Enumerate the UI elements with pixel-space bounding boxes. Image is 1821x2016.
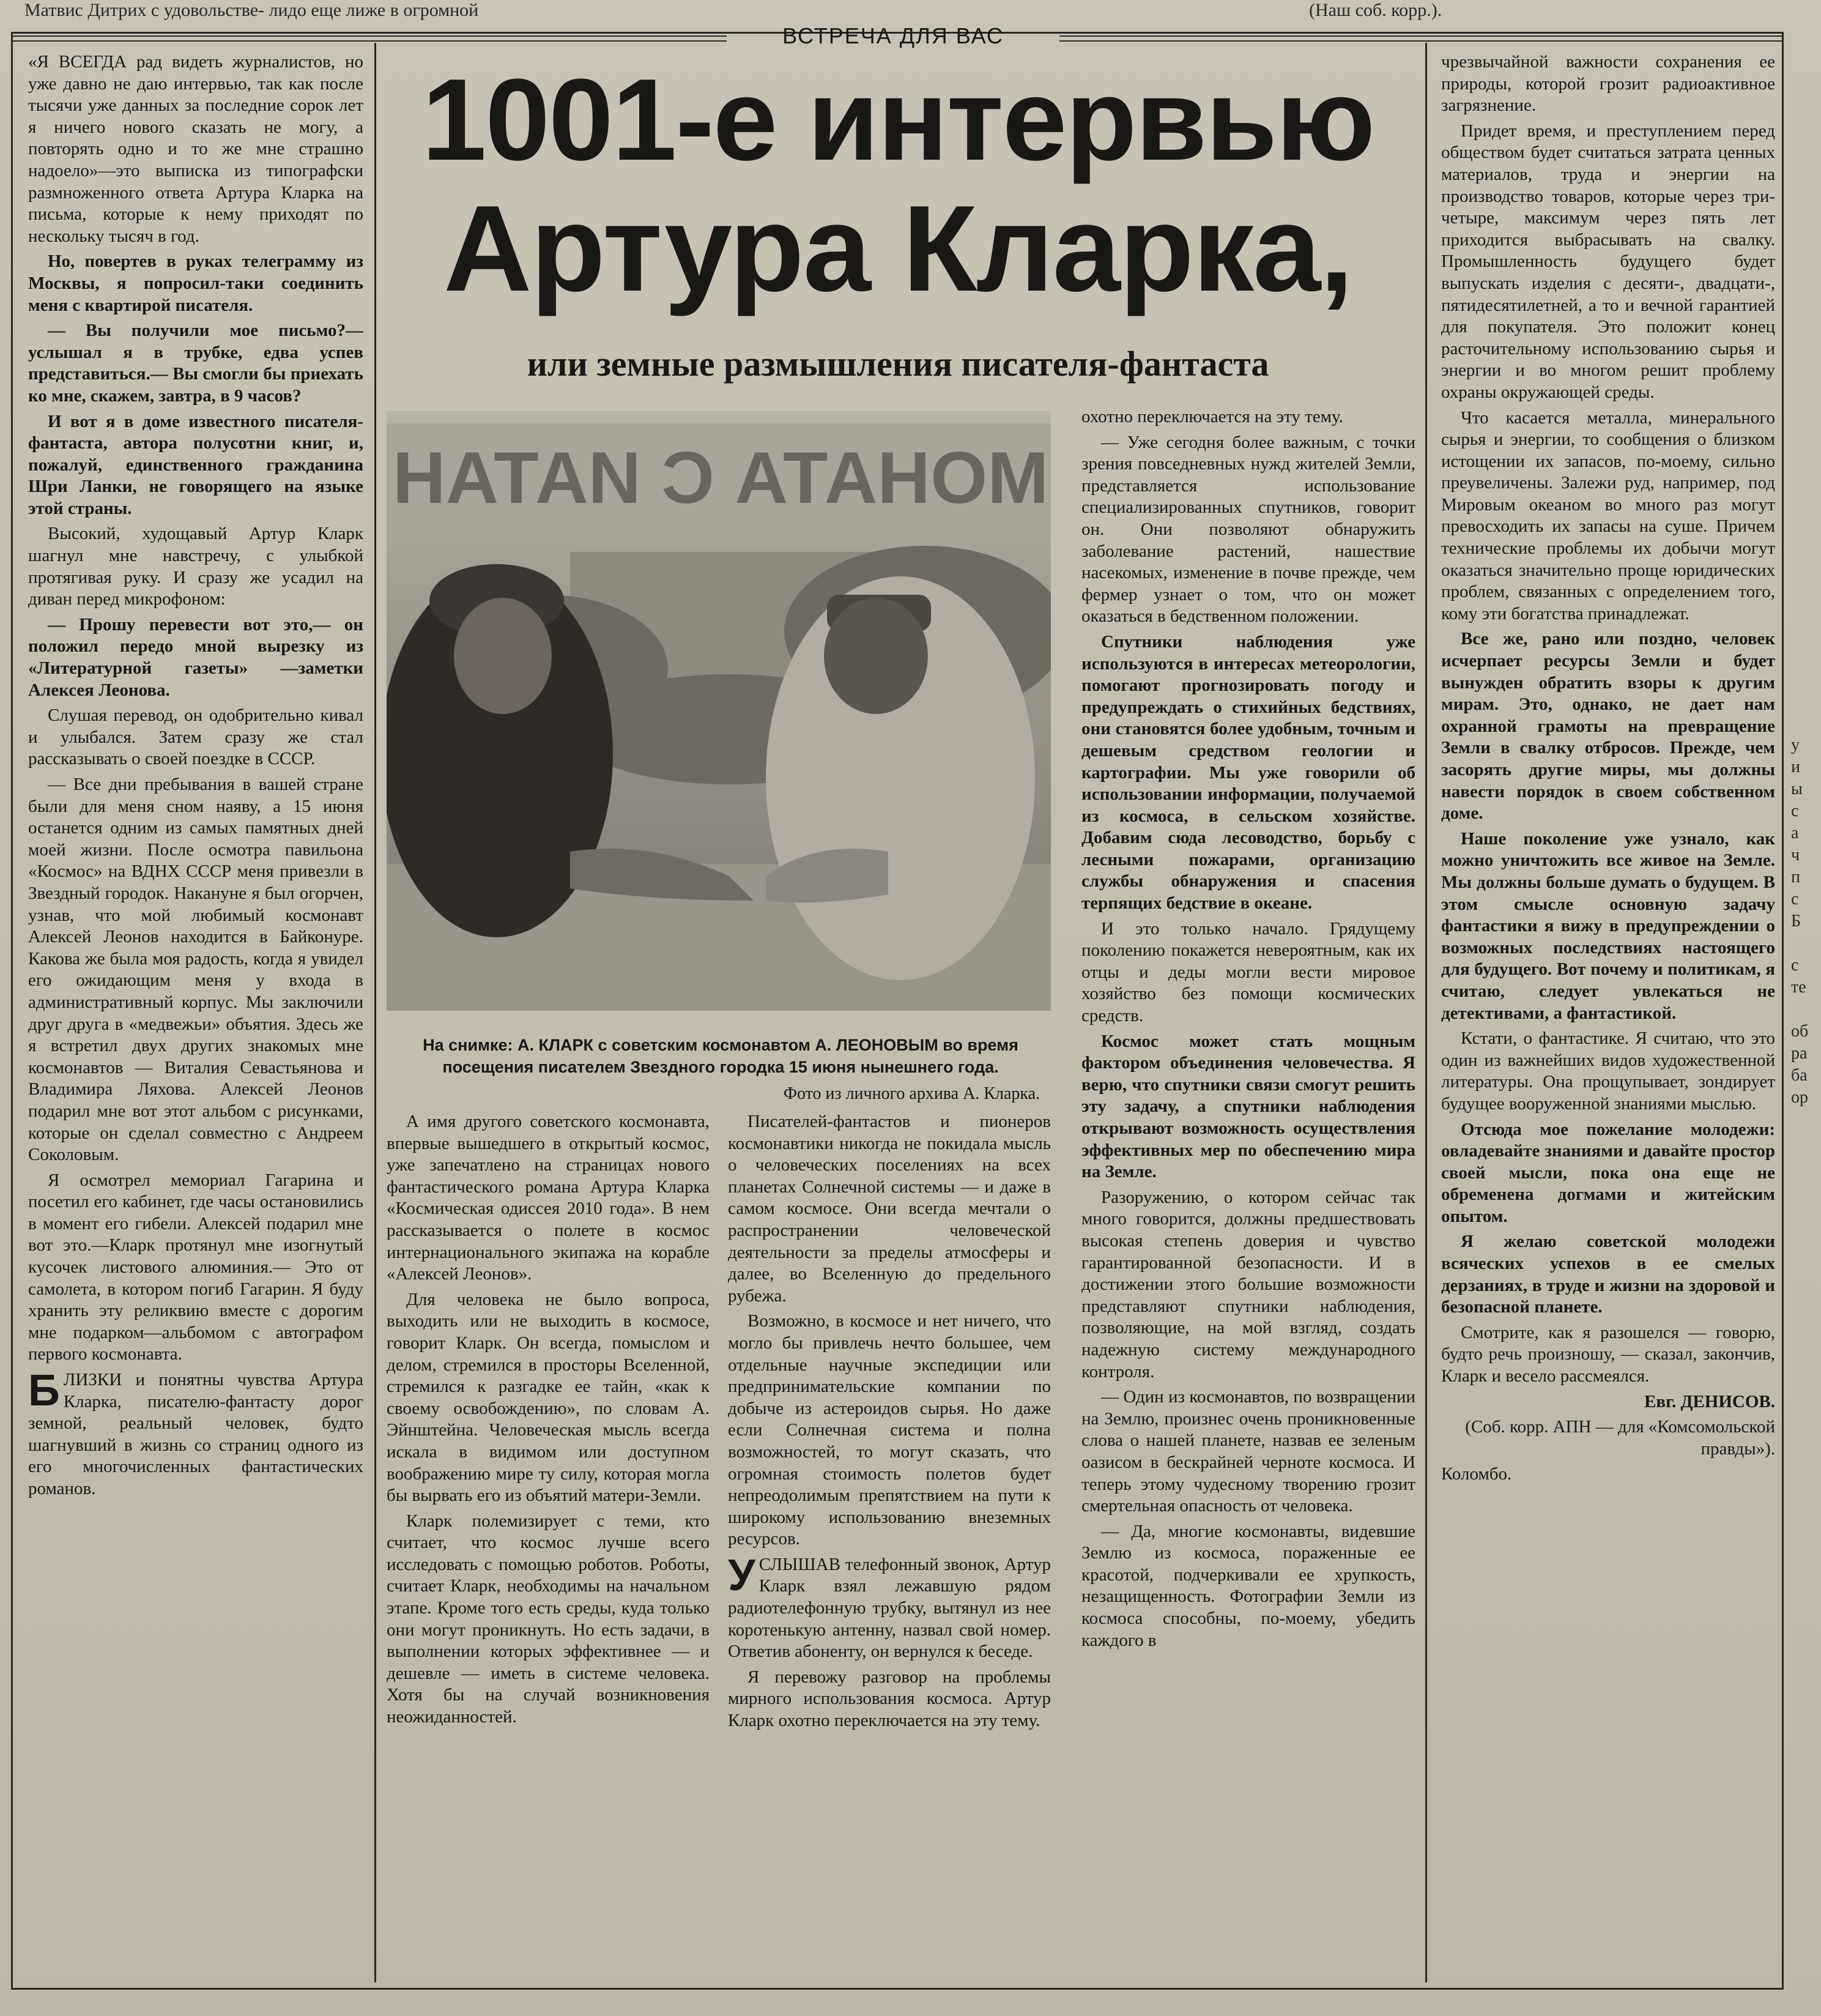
photo-image: [387, 411, 1051, 1011]
paragraph: Я желаю советской молодежи всяческих успехов в ее смелых дерзаниях, в труде и жизни на здоровой и безопасной планете.: [1441, 1232, 1775, 1317]
paragraph: Что касается металла, минерального сырья и энергии, то сообщения о близком истощении их запасов, по-моему, сильно преувеличены. Залежи руд, например, под Мировым океаном во много раз могут превосходить их запасы на суше. Причем технические проблемы их добычи могут оказаться значительно проще юридических проблем, связанных с определением того, кому эти богатства принадлежат.: [1441, 407, 1775, 623]
paragraph: Смотрите, как я разошелся — говорю, будто речь произношу, — сказал, закончив, Кларк и весело рассмеялся.: [1441, 1322, 1775, 1386]
drop-cap: У: [728, 1550, 755, 1600]
column-4: [1081, 406, 1415, 1980]
paragraph: Кларк полемизирует с теми, кто считает, что космос лучше всего исследовать с помощью роботов. Роботы, считает Кларк, необходимы на начальном этапе. Кроме того есть среды, куда только они могут проникнуть. Но есть задачи, в выполнении которых эффективнее — и дешевле — иметь в системе человека. Хотя бы на случай возникновения неожиданностей.: [387, 1511, 710, 1727]
rubric-rule-right: [1059, 35, 1784, 42]
paragraph: Я перевожу разговор на проблемы мирного использования космоса. Артур Кларк охотно переключается на эту тему.: [728, 1667, 1051, 1731]
drop-cap: Б: [28, 1366, 60, 1416]
paragraph: Высокий, худощавый Артур Кларк шагнул мне навстречу, с улыбкой протягивая руку. И сразу же усадил на диван перед микрофоном:: [28, 524, 363, 609]
author-name: Евг. ДЕНИСОВ.: [1644, 1391, 1775, 1412]
headline-subtitle: или земные размышления писателя-фантаста: [527, 344, 1269, 384]
photo-clarke-leonov: [387, 411, 1051, 1011]
headline-line-1: 1001-е интервью: [421, 55, 1374, 185]
column-1: [28, 51, 363, 1979]
paragraph: Для человека не было вопроса, выходить или не выходить в космосе, говорит Кларк. Он всегда, помыслом и делом, стремился в просторы Вселенной, стремился к разгадке ее тайн, «как к своему освобождению», по словам А. Эйнштейна. Человеческая мысль всегда искала в видимом или доступном воображению мире ту силу, которая могла бы вырвать его из объятий матери-Земли.: [387, 1289, 710, 1506]
paragraph: [28, 1366, 363, 1500]
adjacent-page-fragment: у и ы с а ч п с Б с те об ра ба ор: [1791, 735, 1809, 1107]
photo-caption: На снимке: А. КЛАРК с советским космонавтом А. ЛЕОНОВЫМ во время посещения писателем Звездного городка 15 июня нынешнего года.: [423, 1036, 1018, 1076]
paragraph: [728, 1550, 1051, 1663]
paragraph: Писателей-фантастов и пионеров космонавтики никогда не покидала мысль о человеческих поселениях на всех планетах Солнечной системы — и даже в самом космосе. Они всегда мечтали о распространении человеческой деятельности за пределы атмосферы и далее, во Вселенную до предельного рубежа.: [728, 1112, 1051, 1306]
paragraph: «Я ВСЕГДА рад видеть журналистов, но уже давно не даю интервью, так как после тысячи уже данных за последние сорок лет я ничего нового сказать не могу, а повторять одно и то же мне страшно надоело»—это выписка из типографски размноженного ответа Артура Кларка на письма, которые к нему приходят по нескольку тысяч в год.: [28, 52, 363, 246]
column-3: [728, 1111, 1051, 1980]
paragraph: Все же, рано или поздно, человек исчерпает ресурсы Земли и будет вынужден обратить взоры к другим мирам. Это, однако, не дает нам охранной грамоты на превращение Земли в свалку отбросов. Прежде, чем засорять другие миры, мы должны навести порядок в своем собственном доме.: [1441, 629, 1775, 824]
paragraph: Но, повертев в руках телеграмму из Москвы, я попросил-таки соединить меня с квартирой писателя.: [28, 251, 363, 315]
column-5: [1441, 51, 1775, 1979]
paragraph: — Один из космонавтов, по возвращении на Землю, произнес очень проникновенные слова о нашей планете, назвав ее зеленым оазисом в бескрайней черноте космоса. И теперь этому чудесному творению грозит смертельная опасность от человека.: [1081, 1387, 1415, 1516]
paragraph: А имя другого советского космонавта, впервые вышедшего в открытый космос, уже запечатлено на страницах нового фантастического романа Артура Кларка «Космическая одиссея 2010 года». В нем рассказывается о полете в космос интернационального экипажа на корабле «Алексей Леонов».: [387, 1112, 710, 1284]
paragraph: Я осмотрел мемориал Гагарина и посетил его кабинет, где часы остановились в момент его гибели. Алексей подарил мне вот это.—Кларк протянул мне изогнутый кусочек листового алюминия.— Это от самолета, в котором погиб Гагарин. Я буду хранить эту реликвию вместе с дорогим мне подарком—альбомом с автографом первого космонавта.: [28, 1170, 363, 1364]
paragraph: И вот я в доме известного писателя-фантаста, автора полусотни книг, и, пожалуй, единственного гражданина Шри Ланки, не говорящего на языке этой страны.: [28, 411, 363, 518]
paragraph: Спутники наблюдения уже используются в интересах метеорологии, помогают прогнозировать погоду и предупреждать о стихийных бедствиях, они становятся более удобным, точным и дешевым средством геологии и картографии. Мы уже говорили об использовании информации, получаемой из космоса, в сельском хозяйстве. Добавим сюда лесоводство, борьбу с лесными пожарами, организацию службы обнаружения и спасения терпящих бедствие в океане.: [1081, 631, 1415, 913]
paragraph: Придет время, и преступлением перед обществом будет считаться затрата ценных материалов, труда и энергии на производство товаров, которые через три-четыре, максимум через пять лет приходится выбрасывать на свалку. Промышленность будущего будет выпускать изделия с десяти-, двадцати-, пятидесятилетней, а то и вечной гарантией для покупателя. Это положит конец расточительному использованию сырья и энергии и во многом решит проблему охраны окружающей среды.: [1441, 121, 1775, 402]
paragraph: чрезвычайной важности сохранения ее природы, которой грозит радиоактивное загрязнение.: [1441, 52, 1775, 116]
paragraph-text: ЛИЗКИ и понятны чувства Артура Кларка, писателю-фантасту дорог земной, реальный человек, будто шагнувший в жизнь со страниц одного из его многочисленных фантастических романов.: [28, 1370, 363, 1498]
rubric-label: ВСТРЕЧА ДЛЯ ВАС: [782, 23, 1004, 48]
paragraph: Возможно, в космосе и нет ничего, что могло бы привлечь нечто большее, чем отдельные научные экспедиции или предпринимательские компании по добыче из астероидов сырья. Но даже если Солнечная система и полна возможностей, то могут сказать, что огромная стоимость полетов будет непреодолимым препятствием на пути к широкому использованию внеземных ресурсов.: [728, 1311, 1051, 1549]
top-fragment-right: (Наш соб. корр.).: [1309, 0, 1442, 20]
paragraph: Космос может стать мощным фактором объединения человечества. Я верю, что спутники связи смогут решить эту задачу, а спутники наблюдения открывают возможность осуществления эффективных мер по обеспечению мира на Земле.: [1081, 1031, 1415, 1182]
column-rule: [1425, 43, 1427, 1982]
previous-article-fragment: [0, 0, 1821, 24]
column-2: [387, 1111, 710, 1980]
photo-credit: Фото из личного архива А. Кларка.: [783, 1084, 1040, 1103]
top-fragment-left: Матвис Дитрих с удовольстве- лидо еще лиже в огромной: [24, 0, 479, 20]
paragraph: Кстати, о фантастике. Я считаю, что это один из важнейших видов художественной литературы. Она прощупывает, зондирует будущее вооруженной знаниями мыслью.: [1441, 1028, 1775, 1114]
paragraph: Слушая перевод, он одобрительно кивал и улыбался. Затем сразу же стал рассказывать о своей поездке в СССР.: [28, 705, 363, 769]
paragraph: — Уже сегодня более важным, с точки зрения повседневных нужд жителей Земли, представляется использование специализированных спутников, говорит он. Они позволяют обнаружить заболевание растений, нашествие насекомых, изменение в почве прежде, чем фермер узнает о том, что он может оказаться в бедственном положении.: [1081, 432, 1415, 627]
headline-line-2: Артура Кларка,: [443, 180, 1352, 317]
paragraph: Наше поколение уже узнало, как можно уничтожить все живое на Земле. Мы должны больше думать о будущем. В этом смысле основную задачу фантастики я вижу в предупреждении о возможных последствиях настоящего для будущего. Вот почему и политикам, я считаю, следует увлекаться не детективами, а фантастикой.: [1441, 828, 1775, 1023]
svg-text:МОНАТА С ИАТАН: МОНАТА С ИАТАН: [392, 437, 1049, 519]
paragraph: охотно переключается на эту тему.: [1081, 407, 1343, 426]
dateline-place: Коломбо.: [1441, 1464, 1512, 1484]
paragraph: И это только начало. Грядущему поколению покажется невероятным, как их отцы и деды могли вести мировое хозяйство без помощи космических средств.: [1081, 918, 1415, 1026]
paragraph-text: СЛЫШАВ телефонный звонок, Артур Кларк взял лежавшую рядом радиотелефонную трубку, вытянул из нее коротенькую антенну, назвал свой номер. Ответив абоненту, он вернулся к беседе.: [728, 1554, 1051, 1662]
author-role: (Соб. корр. АПН — для «Комсомольской правды»).: [1465, 1417, 1775, 1459]
column-rule: [374, 43, 376, 1982]
paragraph: Разоружению, о котором сейчас так много говорится, должны предшествовать высокая степень доверия и чувство гарантированной безопасности. И в достижении этого большие возможности представляют спутники наблюдения, позволяющие, на мой взгляд, создать надежную систему международного контроля.: [1081, 1187, 1415, 1382]
paragraph: — Все дни пребывания в вашей стране были для меня сном наяву, а 15 июня останется одним из самых памятных дней моей жизни. После осмотра павильона «Космос» на ВДНХ СССР меня привезли в Звездный городок. Накануне я был огорчен, узнав, что мой любимый космонавт Алексей Леонов находится в Байконуре. Какова же была моя радость, когда я увидел его ожидающим меня у входа в административный корпус. Мы заключили друг друга в «медвежьи» объятия. Здесь же я встретил двух других знакомых мне космонавтов — Виталия Севастьянова и Владимира Ляхова. Алексей Леонов подарил мне вот этот альбом с рисунками, которые он сделал совместно с Андреем Соколовым.: [28, 775, 363, 1165]
paragraph: — Да, многие космонавты, видевшие Землю из космоса, пораженные ее красотой, подчеркивали ее хрупкость, незащищенность. Фотографии Земли из космоса способны, по-моему, убедить каждого в: [1081, 1521, 1415, 1650]
paragraph: Отсюда мое пожелание молодежи: овладевайте знаниями и давайте простор своей мысли, пока она еще не обременена догмами и житейским опытом.: [1441, 1119, 1775, 1226]
rubric-rule-left: [11, 35, 727, 42]
paragraph: — Прошу перевести вот это,— он положил передо мной вырезку из «Литературной газеты» —заметки Алексея Леонова.: [28, 614, 363, 700]
paragraph: — Вы получили мое письмо?—услышал я в трубке, едва успев представиться.— Вы смогли бы приехать ко мне, скажем, завтра, в 9 часов?: [28, 321, 363, 406]
